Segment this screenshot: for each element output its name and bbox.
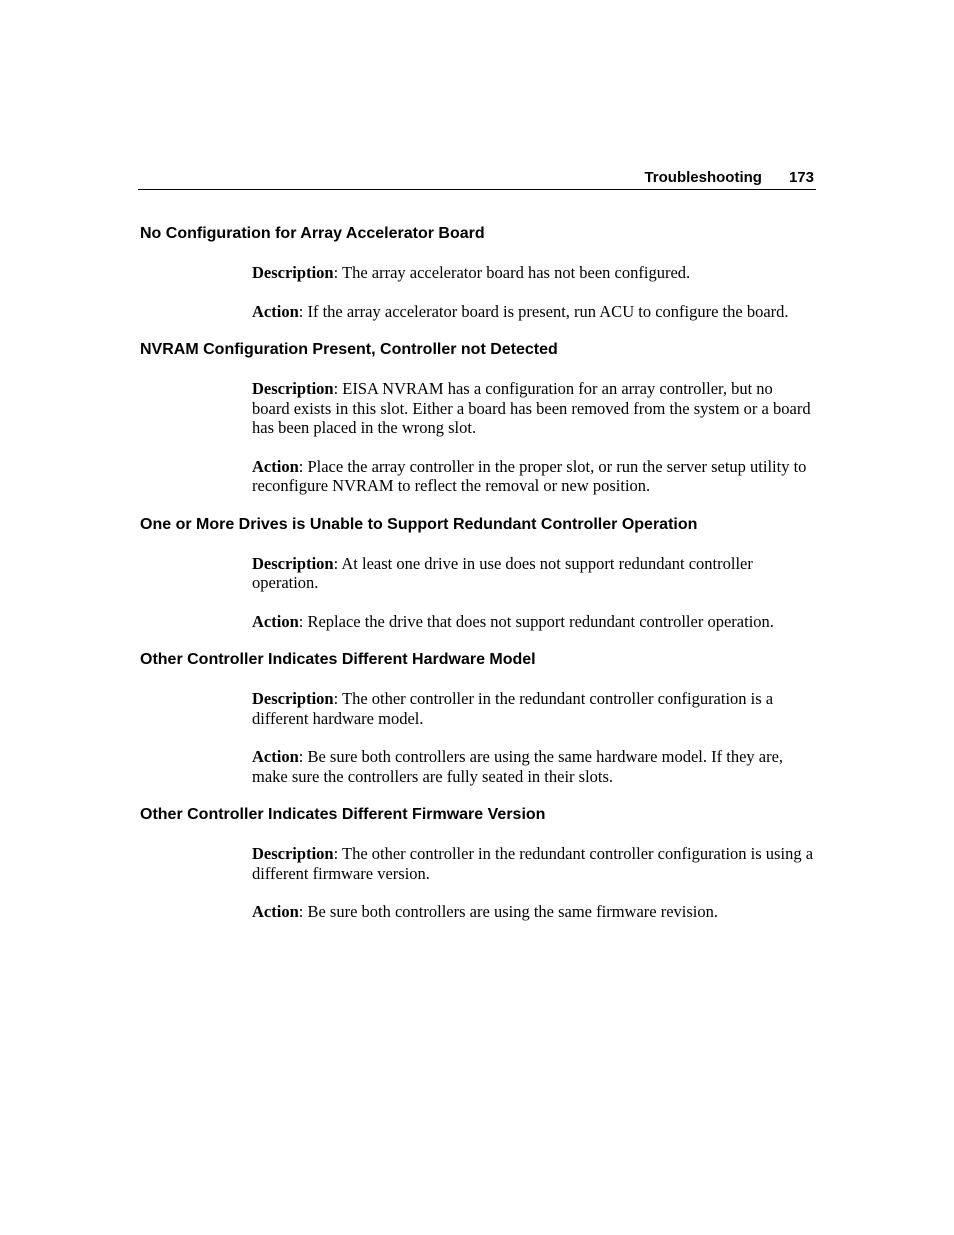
section-heading: Other Controller Indicates Different Hardware Model <box>140 651 536 668</box>
action-paragraph <box>252 457 814 496</box>
action-paragraph <box>252 747 814 786</box>
description-text: : EISA NVRAM has a configuration for an array controller, but no board exists in this slot. Either a board has been removed from the system or a board has been placed in the wrong slot. <box>252 379 811 437</box>
description-paragraph <box>252 379 814 438</box>
page-body <box>140 224 816 941</box>
page-header <box>138 168 816 190</box>
action-text: : Replace the drive that does not support redundant controller operation. <box>298 611 774 631</box>
section-heading: NVRAM Configuration Present, Controller not Detected <box>140 341 558 358</box>
running-header <box>644 169 814 186</box>
action-label: Action <box>252 301 299 321</box>
section-different-firmware-version <box>140 805 816 922</box>
section-heading: Other Controller Indicates Different Firmware Version <box>140 806 546 823</box>
description-paragraph <box>252 263 814 283</box>
description-text: : The other controller in the redundant controller configuration is a different hardware model. <box>252 689 774 728</box>
section-heading: One or More Drives is Unable to Support Redundant Controller Operation <box>140 515 698 533</box>
action-text: : Place the array controller in the proper slot, or run the server setup utility to reconfigure NVRAM to reflect the removal or new position. <box>252 456 807 495</box>
action-label: Action <box>252 611 299 631</box>
description-label: Description <box>252 844 334 863</box>
section-different-hardware-model <box>140 650 816 786</box>
section-heading: No Configuration for Array Accelerator Board <box>140 225 485 242</box>
page-number: 173 <box>788 169 814 186</box>
header-section-title: Troubleshooting <box>644 169 762 186</box>
action-paragraph <box>252 612 814 632</box>
section-nvram-config-present <box>140 340 816 496</box>
action-text: : If the array accelerator board is present, run ACU to configure the board. <box>298 301 789 321</box>
action-text: : Be sure both controllers are using the same firmware revision. <box>298 902 719 921</box>
action-paragraph <box>252 902 814 922</box>
description-text: : The other controller in the redundant controller configuration is using a different firmware version. <box>252 844 814 883</box>
description-text: : At least one drive in use does not support redundant controller operation. <box>252 553 753 592</box>
action-label: Action <box>252 902 299 921</box>
action-label: Action <box>252 456 299 476</box>
description-label: Description <box>252 379 334 398</box>
description-label: Description <box>252 553 334 573</box>
action-text: : Be sure both controllers are using the same hardware model. If they are, make sure the controllers are fully seated in their slots. <box>252 747 784 786</box>
description-paragraph <box>252 689 814 728</box>
section-no-config-array-accelerator <box>140 224 816 321</box>
action-paragraph <box>252 302 814 322</box>
action-label: Action <box>252 747 299 766</box>
description-paragraph <box>252 844 814 883</box>
section-drives-unable-redundant <box>140 515 816 632</box>
description-label: Description <box>252 263 334 282</box>
description-label: Description <box>252 689 334 708</box>
description-paragraph <box>252 554 814 593</box>
description-text: : The array accelerator board has not been configured. <box>333 263 691 282</box>
